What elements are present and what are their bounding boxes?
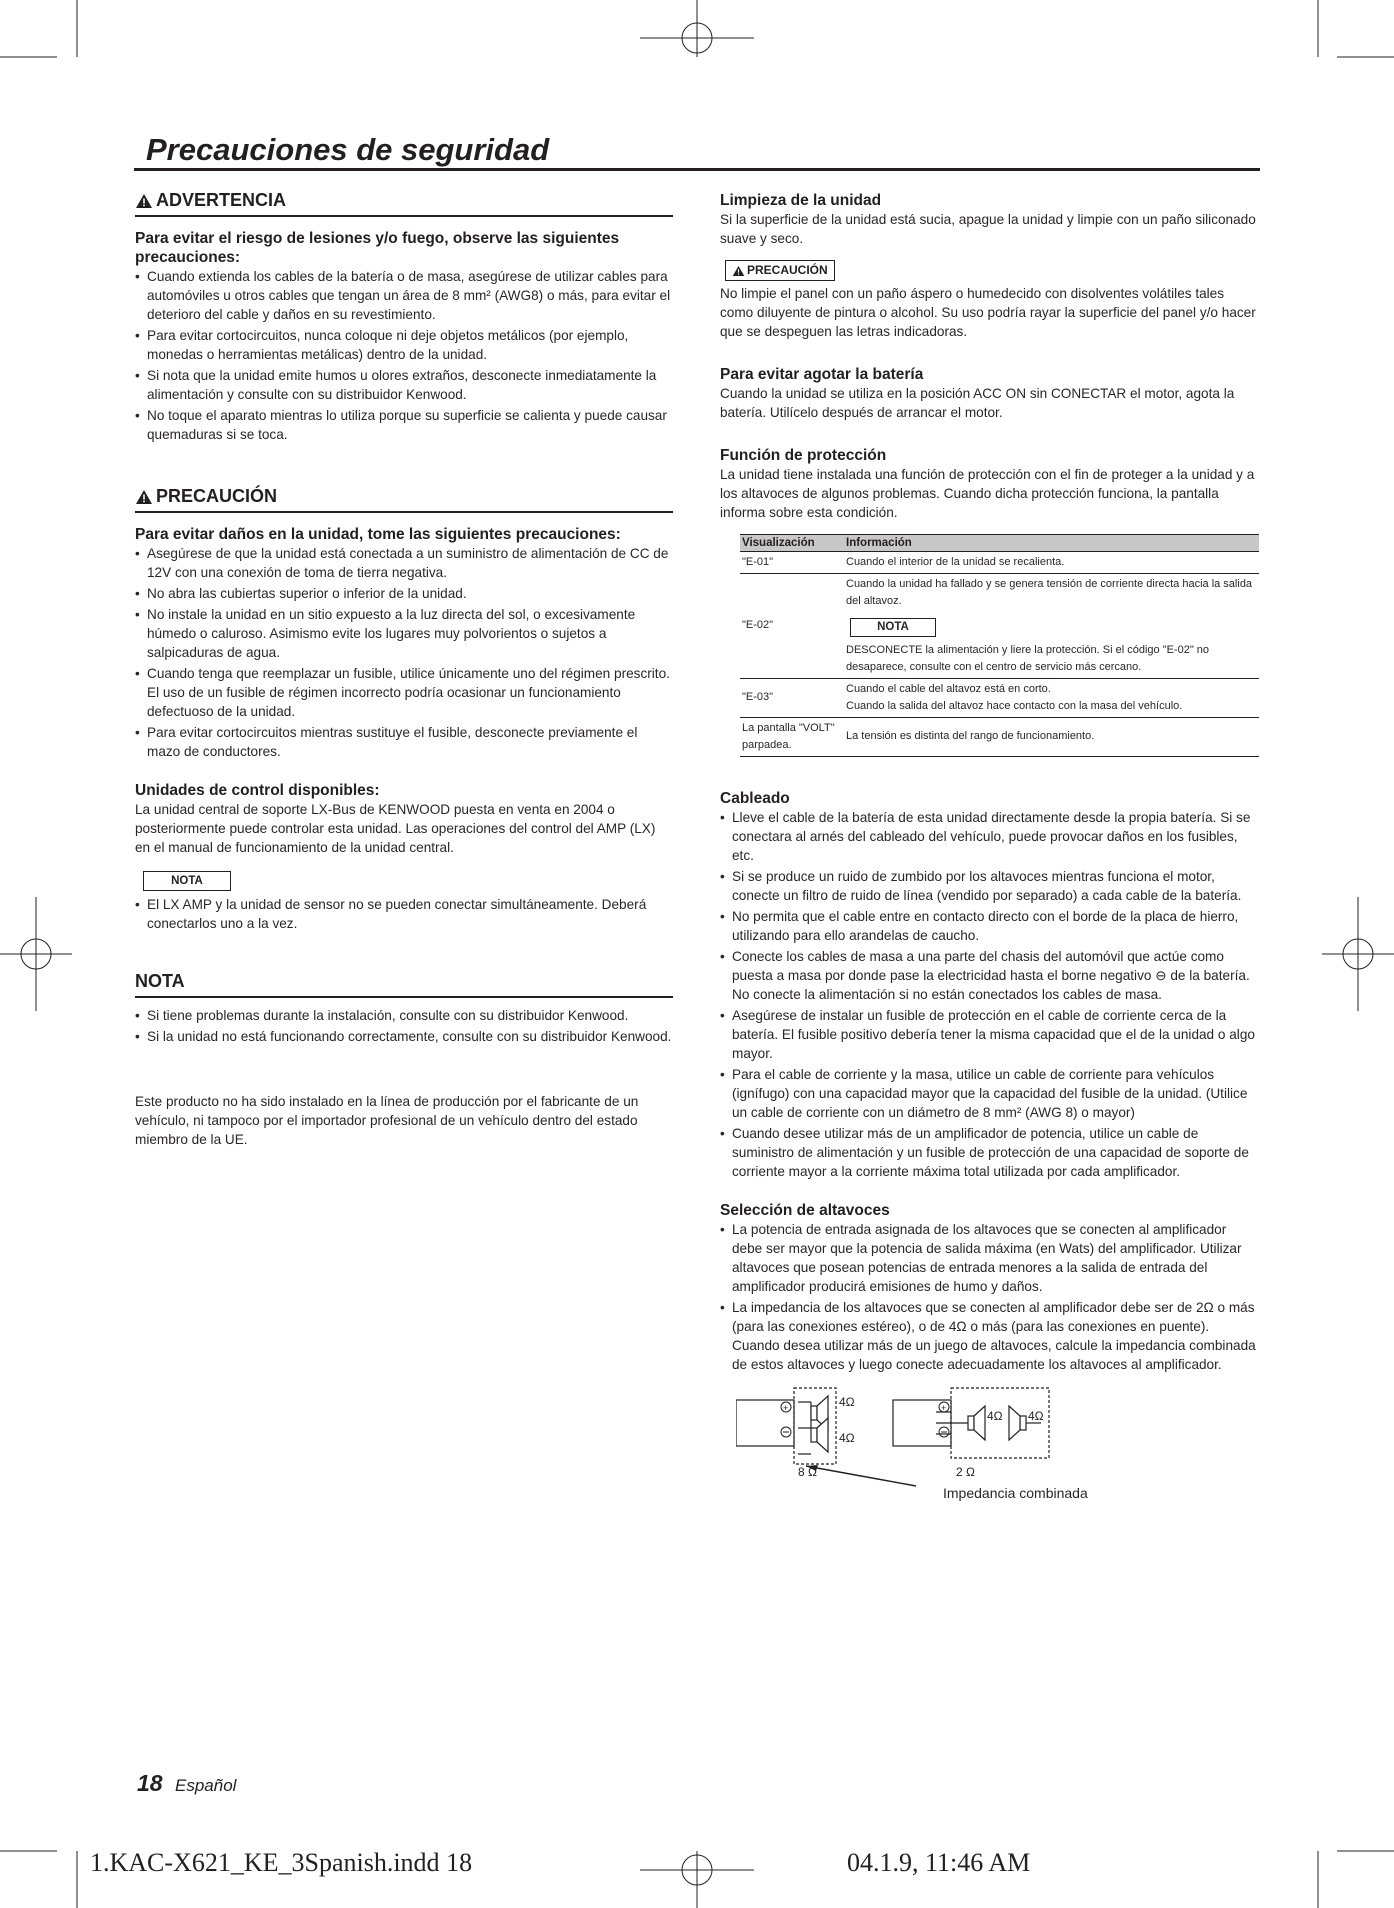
list-item: • Para evitar cortocircuitos mientras sustituye el fusible, desconecte previamente el mazo de conductores. (135, 723, 673, 761)
unidades-list (135, 895, 673, 933)
warning-icon (732, 265, 745, 277)
table-cell (844, 573, 1259, 678)
list-item: • Lleve el cable de la batería de esta unidad directamente desde la propia batería. Si se conectara al arnés del cableado del vehículo, puede provocar daños en los fusibles, etc. (720, 808, 1258, 865)
col-header-visualizacion: Visualización (740, 534, 844, 551)
list-item: • Asegúrese de que la unidad está conectada a un suministro de alimentación de CC de 12V con una conexión de toma de tierra negativa. (135, 544, 673, 582)
table-cell: La pantalla "VOLT" parpadea. (740, 717, 844, 756)
cableado-list (720, 808, 1258, 1181)
nota-heading (135, 971, 673, 998)
precaucion-subhead: Para evitar daños en la unidad, tome las siguientes precauciones: (135, 526, 621, 543)
unidades-body: La unidad central de soporte LX-Bus de KENWOOD puesta en venta en 2004 o posteriormente puede controlar esta unidad. Las operaciones del control del AMP (LX) en el manual de funcionamiento de la unidad central. (135, 802, 656, 855)
list-item: • Cuando tenga que reemplazar un fusible, utilice únicamente uno del régimen prescrito. El uso de un fusible de régimen incorrecto podría ocasionar un funcionamiento defectuoso de la unidad. (135, 664, 673, 721)
table-header-row (740, 534, 1259, 551)
limpieza-subhead: Limpieza de la unidad (720, 192, 882, 209)
impedance-label: 4Ω (1028, 1408, 1044, 1423)
left-column (135, 190, 673, 1149)
limpieza-prec-body: No limpie el panel con un paño áspero o humedecido con disolventes volátiles tales como diluyente de pintura o alcohol. Su uso podría rayar la superficie del panel y/o hacer que se despeguen las letras indicadoras. (720, 285, 1256, 339)
list-item: • Conecte los cables de masa a una parte del chasis del automóvil que actúe como puesta a masa por donde pase la electricidad hasta el borne negativo ⊖ de la batería. No conecte la alimentación si no están conectados los cables de masa. (720, 947, 1258, 1004)
list-item: • No permita que el cable entre en contacto directo con el borde de la placa de hierro, utilizando para ello arandelas de caucho. (720, 907, 1258, 945)
unidades-subhead: Unidades de control disponibles: (135, 782, 380, 799)
impedance-total: 2 Ω (956, 1464, 975, 1479)
protection-table (740, 534, 1259, 757)
altavoces-subhead: Selección de altavoces (720, 1201, 890, 1219)
table-row (740, 573, 1259, 678)
cell-text: Cuando el cable del altavoz está en corto. (846, 682, 1051, 695)
table-row (740, 551, 1259, 573)
precaucion-list (135, 544, 673, 761)
list-item: • Asegúrese de instalar un fusible de protección en el cable de corriente cerca de la batería. El fusible positivo debería tener la misma capacidad que el de la unidad o algo mayor. (720, 1006, 1258, 1063)
ue-notice: Este producto no ha sido instalado en la línea de producción por el fabricante de un vehículo, ni tampoco por el importador profesional de un vehículo dentro del estado miembro de la UE. (135, 1094, 639, 1147)
impedance-label: 4Ω (987, 1408, 1003, 1423)
svg-text:+: + (783, 1402, 789, 1413)
file-name: 1.KAC-X621_KE_3Spanish.indd (90, 1848, 440, 1877)
proteccion-body: La unidad tiene instalada una función de protección con el fin de proteger a la unidad y a los altavoces de algunos problemas. Cuando dicha protección funciona, la pantalla informa sobre esta condición. (720, 466, 1255, 520)
diagram-caption: Impedancia combinada (943, 1484, 1088, 1501)
right-column (720, 191, 1258, 1502)
table-cell: "E-01" (740, 551, 844, 573)
file-slug (90, 1848, 472, 1878)
advertencia-heading (135, 190, 673, 217)
nota-list (135, 1006, 673, 1046)
precaucion-heading (135, 486, 673, 513)
list-item: • Si nota que la unidad emite humos u olores extraños, desconecte inmediatamente la alimentación y consulte con su distribuidor Kenwood. (135, 366, 673, 404)
list-item: • Si tiene problemas durante la instalación, consulte con su distribuidor Kenwood. (135, 1006, 673, 1025)
bateria-subhead: Para evitar agotar la batería (720, 365, 924, 383)
list-item: • Para el cable de corriente y la masa, utilice un cable de corriente para vehículos (ignífugo) con una capacidad mayor que la capacidad del fusible de la unidad. (Utilice un cable de corriente con un diámetro de 8 mm² (AWG 8) o mayor) (720, 1065, 1258, 1122)
impedance-label: 4Ω (839, 1430, 855, 1445)
list-item: • La potencia de entrada asignada de los altavoces que se conecten al amplificador debe ser mayor que la potencia de salida máxima (en Wats) del amplificador. Utilizar altavoces que posean potencias de entrada menores a la salida de entrada del amplificador producirá emisiones de humo y daños. (720, 1220, 1258, 1296)
title-rule (134, 168, 1260, 171)
list-item: • La impedancia de los altavoces que se conecten al amplificador debe ser de 2Ω o más (para las conexiones estéreo), o de 4Ω o más (para las conexiones en puente). Cuando desea utilizar más de un juego de altavoces, calcule la impedancia combinada de estos altavoces y luego conecte adecuadamente los altavoces al amplificador. (720, 1298, 1258, 1374)
combined-box-left (794, 1388, 836, 1464)
precaucion-label-box (725, 260, 835, 281)
table-row (740, 678, 1259, 717)
cableado-subhead: Cableado (720, 789, 790, 807)
table-row (740, 717, 1259, 756)
impedance-total: 8 Ω (798, 1464, 817, 1479)
nota-heading-text: NOTA (135, 971, 185, 991)
print-timestamp: 04.1.9, 11:46 AM (847, 1848, 1031, 1877)
list-item: • Cuando desee utilizar más de un amplificador de potencia, utilice un cable de suministro de alimentación y un fusible de protección de una capacidad de soporte de corriente mayor a la corriente máxima total utilizada por cada amplificador. (720, 1124, 1258, 1181)
page-title: Precauciones de seguridad (146, 132, 550, 167)
list-item: • No instale la unidad en un sitio expuesto a la luz directa del sol, o excesivamente húmedo o caluroso. Asimismo evite los lugares muy polvorientos o sujetos a salpicaduras de agua. (135, 605, 673, 662)
altavoces-list (720, 1220, 1258, 1374)
list-item: • No abra las cubiertas superior o inferior de la unidad. (135, 584, 673, 603)
file-page: 18 (446, 1848, 473, 1877)
table-cell (844, 678, 1259, 717)
warning-icon (135, 193, 153, 209)
cell-text: DESCONECTE la alimentación y liere la protección. Si el código "E-02" no desaparece, consulte con el centro de servicio más cercano. (846, 643, 1210, 673)
impedance-diagram (736, 1382, 1096, 1502)
advertencia-heading-text: ADVERTENCIA (156, 190, 287, 210)
advertencia-list (135, 267, 673, 444)
warning-icon (135, 489, 153, 505)
nota-label: NOTA (850, 618, 936, 637)
language-label: Español (175, 1776, 237, 1795)
list-item: • Para evitar cortocircuitos, nunca coloque ni deje objetos metálicos (por ejemplo, monedas o herramientas metálicas) dentro de la unidad. (135, 326, 673, 364)
list-item: • No toque el aparato mientras lo utiliza porque su superficie se calienta y puede causar quemaduras si se toca. (135, 406, 673, 444)
svg-text:+: + (941, 1402, 947, 1413)
col-header-informacion: Información (844, 534, 1259, 551)
list-item: • El LX AMP y la unidad de sensor no se pueden conectar simultáneamente. Deberá conectarlos uno a la vez. (135, 895, 673, 933)
cell-text: Cuando la unidad ha fallado y se genera tensión de corriente directa hacia la salida del altavoz. (846, 577, 1253, 607)
table-cell: Cuando el interior de la unidad se recalienta. (844, 551, 1259, 573)
table-cell: La tensión es distinta del rango de funcionamiento. (844, 717, 1259, 756)
page-number: 18 (137, 1770, 163, 1796)
table-cell: "E-02" (740, 573, 844, 678)
impedance-label: 4Ω (839, 1394, 855, 1409)
proteccion-subhead: Función de protección (720, 446, 887, 464)
limpieza-body: Si la superficie de la unidad está sucia, apague la unidad y limpie con un paño siliconado suave y seco. (720, 212, 1256, 246)
list-item: • Cuando extienda los cables de la batería o de masa, asegúrese de utilizar cables para automóviles u otros cables que tengan un área de 8 mm² (AWG8) o más, para evitar el deterioro del cable y daños en su revestimiento. (135, 267, 673, 324)
list-item: • Si la unidad no está funcionando correctamente, consulte con su distribuidor Kenwood. (135, 1027, 673, 1046)
table-cell: "E-03" (740, 678, 844, 717)
precaucion-label: PRECAUCIÓN (747, 263, 828, 277)
cell-text: Cuando la salida del altavoz hace contacto con la masa del vehículo. (846, 699, 1183, 712)
precaucion-heading-text: PRECAUCIÓN (156, 486, 278, 506)
bateria-body: Cuando la unidad se utiliza en la posición ACC ON sin CONECTAR el motor, agota la batería. Utilícelo después de arrancar el motor. (720, 385, 1235, 420)
nota-label: NOTA (143, 871, 231, 891)
list-item: • Si se produce un ruido de zumbido por los altavoces mientras funciona el motor, conecte un filtro de ruido de línea (vendido por separado) a cada cable de la batería. (720, 867, 1258, 905)
advertencia-subhead: Para evitar el riesgo de lesiones y/o fuego, observe las siguientes precauciones: (135, 230, 620, 266)
